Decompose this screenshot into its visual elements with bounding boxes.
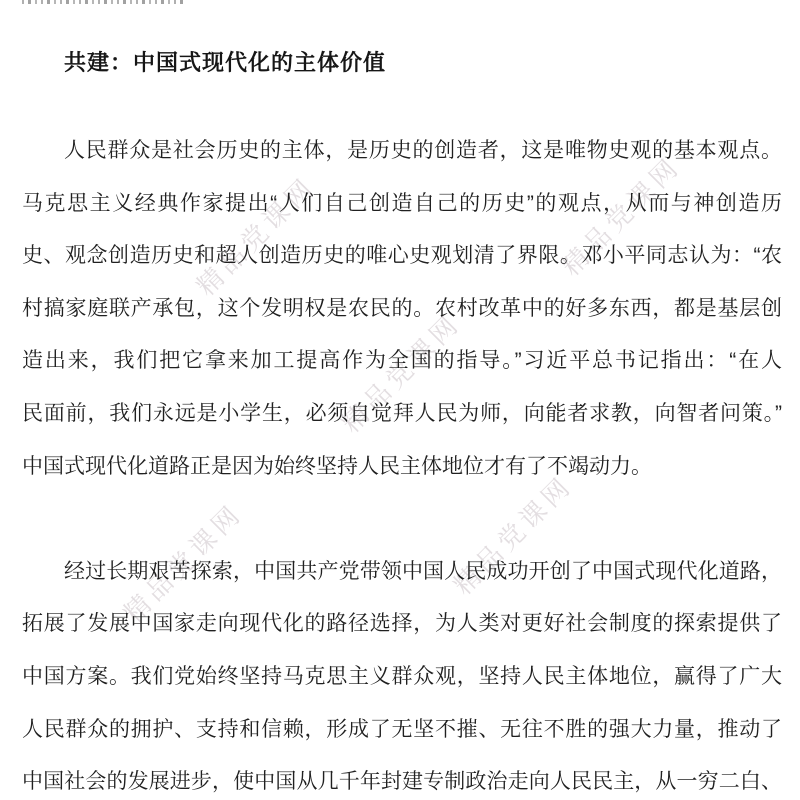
body-line: 史、观念创造历史和超人创造历史的唯心史观划清了界限。邓小平同志认为：“农 [22,244,782,268]
watermark-text: 精品党课网 [335,307,467,439]
body-line: 民面前，我们永远是小学生，必须自觉拜人民为师，向能者求教，向智者问策。” [22,401,782,425]
watermark-text: 精品党课网 [190,170,322,302]
paragraph [22,546,782,800]
paragraph [22,125,782,493]
body-line: 马克思主义经典作家提出“人们自己创造自己的历史”的观点，从而与神创造历 [22,191,782,215]
body-line: 经过长期艰苦探索，中国共产党带领中国人民成功开创了中国式现代化道路， [64,559,782,583]
body-line: 中国方案。我们党始终坚持马克思主义群众观，坚持人民主体地位，赢得了广大 [22,664,782,688]
body-line: 拓展了发展中国家走向现代化的路径选择，为人类对更好社会制度的探索提供了 [22,612,782,636]
watermark-text: 精品党课网 [447,469,579,601]
body-line: 中国社会的发展进步，使中国从几千年封建专制政治走向人民民主，从一穷二白、 [22,770,782,794]
body-line: 造出来，我们把它拿来加工提高作为全国的指导。”习近平总书记指出：“在人 [22,349,782,373]
body-line: 人民群众是社会历史的主体，是历史的创造者，这是唯物史观的基本观点。 [64,139,782,162]
body-line: 中国式现代化道路正是因为始终坚持人民主体地位才有了不竭动力。 [22,454,652,478]
watermark-text: 精品党课网 [555,150,687,282]
section-heading: 共建：中国式现代化的主体价值 [64,50,387,75]
clipped-text-fragments [22,0,184,4]
body-line: 人民群众的拥护、支持和信赖，形成了无坚不摧、无往不胜的强大力量，推动了 [22,717,782,741]
body-line: 村搞家庭联产承包，这个发明权是农民的。农村改革中的好多东西，都是基层创 [22,296,782,320]
watermark-text: 精品党课网 [117,497,249,629]
document-body [22,125,782,800]
